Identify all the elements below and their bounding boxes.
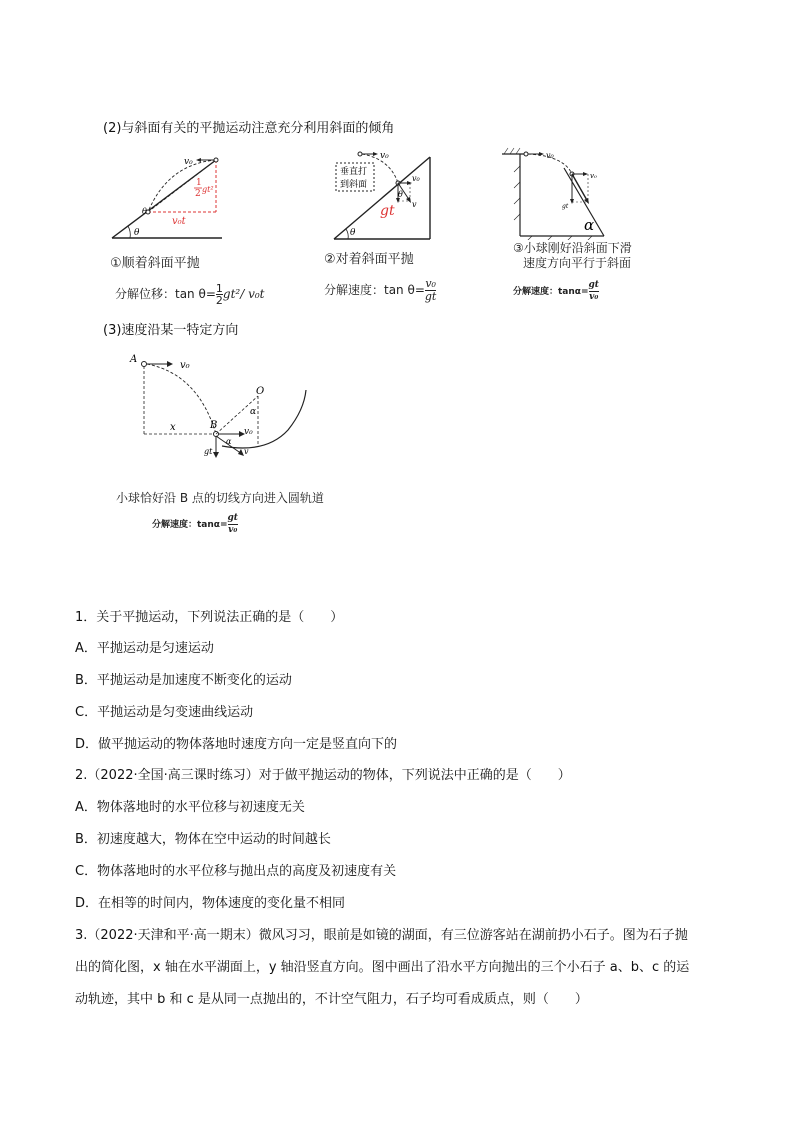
fig2-label-v: v [412,200,417,209]
fig1-formula-prefix: 分解位移：tan θ= [115,287,216,301]
fig4-label-alpha: α [250,407,257,417]
fig1-label-v0t: v₀t [172,216,186,227]
fig1-formula-num: 1 [215,282,223,295]
fig2-caption: ②对着斜面平抛 [324,252,414,267]
q3-stem-line3: 动轨迹，其中 b 和 c 是从同一点抛出的，不计空气阻力，石子均可看成质点，则（ ） [75,992,588,1007]
fig2-box-line2: 到斜面 [340,180,368,190]
fig1-label-gt2: gt² [202,185,214,194]
fig3-caption-line2: 速度方向平行于斜面 [523,256,632,270]
fig3-caption [513,241,632,271]
fig4-caption: 小球恰好沿 B 点的切线方向进入圆轨道 [116,491,324,505]
fig2-label-v0: v₀ [380,151,389,161]
fig2-formula-num: v₀ [425,277,436,290]
fig4-label-v0b: v₀ [244,427,253,437]
fig1-label-half: 1 [196,178,202,188]
fig2-label-theta2: θ [398,190,403,199]
fig1-formula-rest: gt²/ v₀t [222,287,265,301]
q1-stem: 1．关于平抛运动，下列说法正确的是（ ） [75,610,344,625]
fig3-label-v0b: v₀ [590,172,597,180]
q2-stem: 2.（2022·全国·高三课时练习）对于做平抛运动的物体，下列说法中正确的是（ ） [75,768,571,783]
fig3-caption-line1: ③小球刚好沿斜面下滑 [513,241,632,255]
fig2-incline-perpendicular [332,147,438,243]
fig2-box-line1: 垂直打 [340,167,368,177]
fig1-formula [115,283,264,306]
fig3-formula-num: gt [588,280,599,290]
q1-option-c: C．平抛运动是匀变速曲线运动 [75,705,254,720]
fig2-label-theta: θ [350,228,356,238]
fig1-label-theta-b: θ [142,207,147,216]
q2-option-c: C．物体落地时的水平位移与抛出点的高度及初速度有关 [75,864,397,879]
fig2-label-gt: gt [380,203,395,219]
fig3-label-v0: v₀ [546,151,554,160]
fig4-label-A: A [130,354,138,365]
fig1-label-v0: v₀ [184,157,193,167]
fig4-label-alpha2: α [226,437,232,446]
fig2-formula-den: gt [424,290,437,303]
q1-option-a: A．平抛运动是匀速运动 [75,641,214,656]
q2-option-d: D．在相等的时间内，物体速度的变化量不相同 [75,896,346,911]
fig1-formula-den: 2 [215,294,223,307]
fig1-incline-throw [108,150,228,242]
fig4-formula-num: gt [227,513,238,523]
section2-heading: (2)与斜面有关的平抛运动注意充分利用斜面的倾角 [103,121,395,136]
q3-stem-line1: 3.（2022·天津和平·高一期末）微风习习，眼前是如镜的湖面，有三位游客站在湖前扔小石子。图为石子抛 [75,928,688,943]
fig2-formula [324,278,436,303]
fig4-label-v0: v₀ [180,360,190,371]
fig1-label-theta: θ [134,228,140,238]
fig1-caption: ①顺着斜面平抛 [110,256,200,271]
q3-stem-line2: 出的简化图，x 轴在水平湖面上，y 轴沿竖直方向。图中画出了沿水平方向抛出的三个小石子 a、b、c 的运 [75,960,690,975]
fig3-formula [513,280,599,303]
fig4-label-x: x [170,422,176,433]
fig3-label-alpha: α [584,216,595,234]
fig1-label-two: 2 [195,189,201,199]
fig2-label-v0b: v₀ [412,174,420,183]
fig2-formula-prefix: 分解速度：tan θ= [324,283,425,297]
fig3-formula-den: v₀ [589,292,599,302]
section3-heading: (3)速度沿某一特定方向 [103,323,239,338]
fig4-formula-prefix: 分解速度：tanα= [152,520,228,530]
fig3-label-gt: gt [562,203,569,210]
q2-option-a: A．物体落地时的水平位移与初速度无关 [75,800,305,815]
fig3-slide-along-incline [502,146,614,240]
q1-option-b: B．平抛运动是加速度不断变化的运动 [75,673,292,688]
fig4-label-gt: gt [204,447,213,456]
fig4-formula-den: v₀ [228,525,238,535]
q2-option-b: B．初速度越大，物体在空中运动的时间越长 [75,832,331,847]
q1-option-d: D．做平抛运动的物体落地时速度方向一定是竖直向下的 [75,737,398,752]
fig4-circular-track [126,350,322,458]
fig4-label-O: O [256,386,265,397]
fig4-formula [152,513,238,536]
fig4-label-B: B [210,420,218,431]
fig3-formula-prefix: 分解速度：tanα= [513,287,589,297]
fig4-label-v: v [244,447,249,456]
